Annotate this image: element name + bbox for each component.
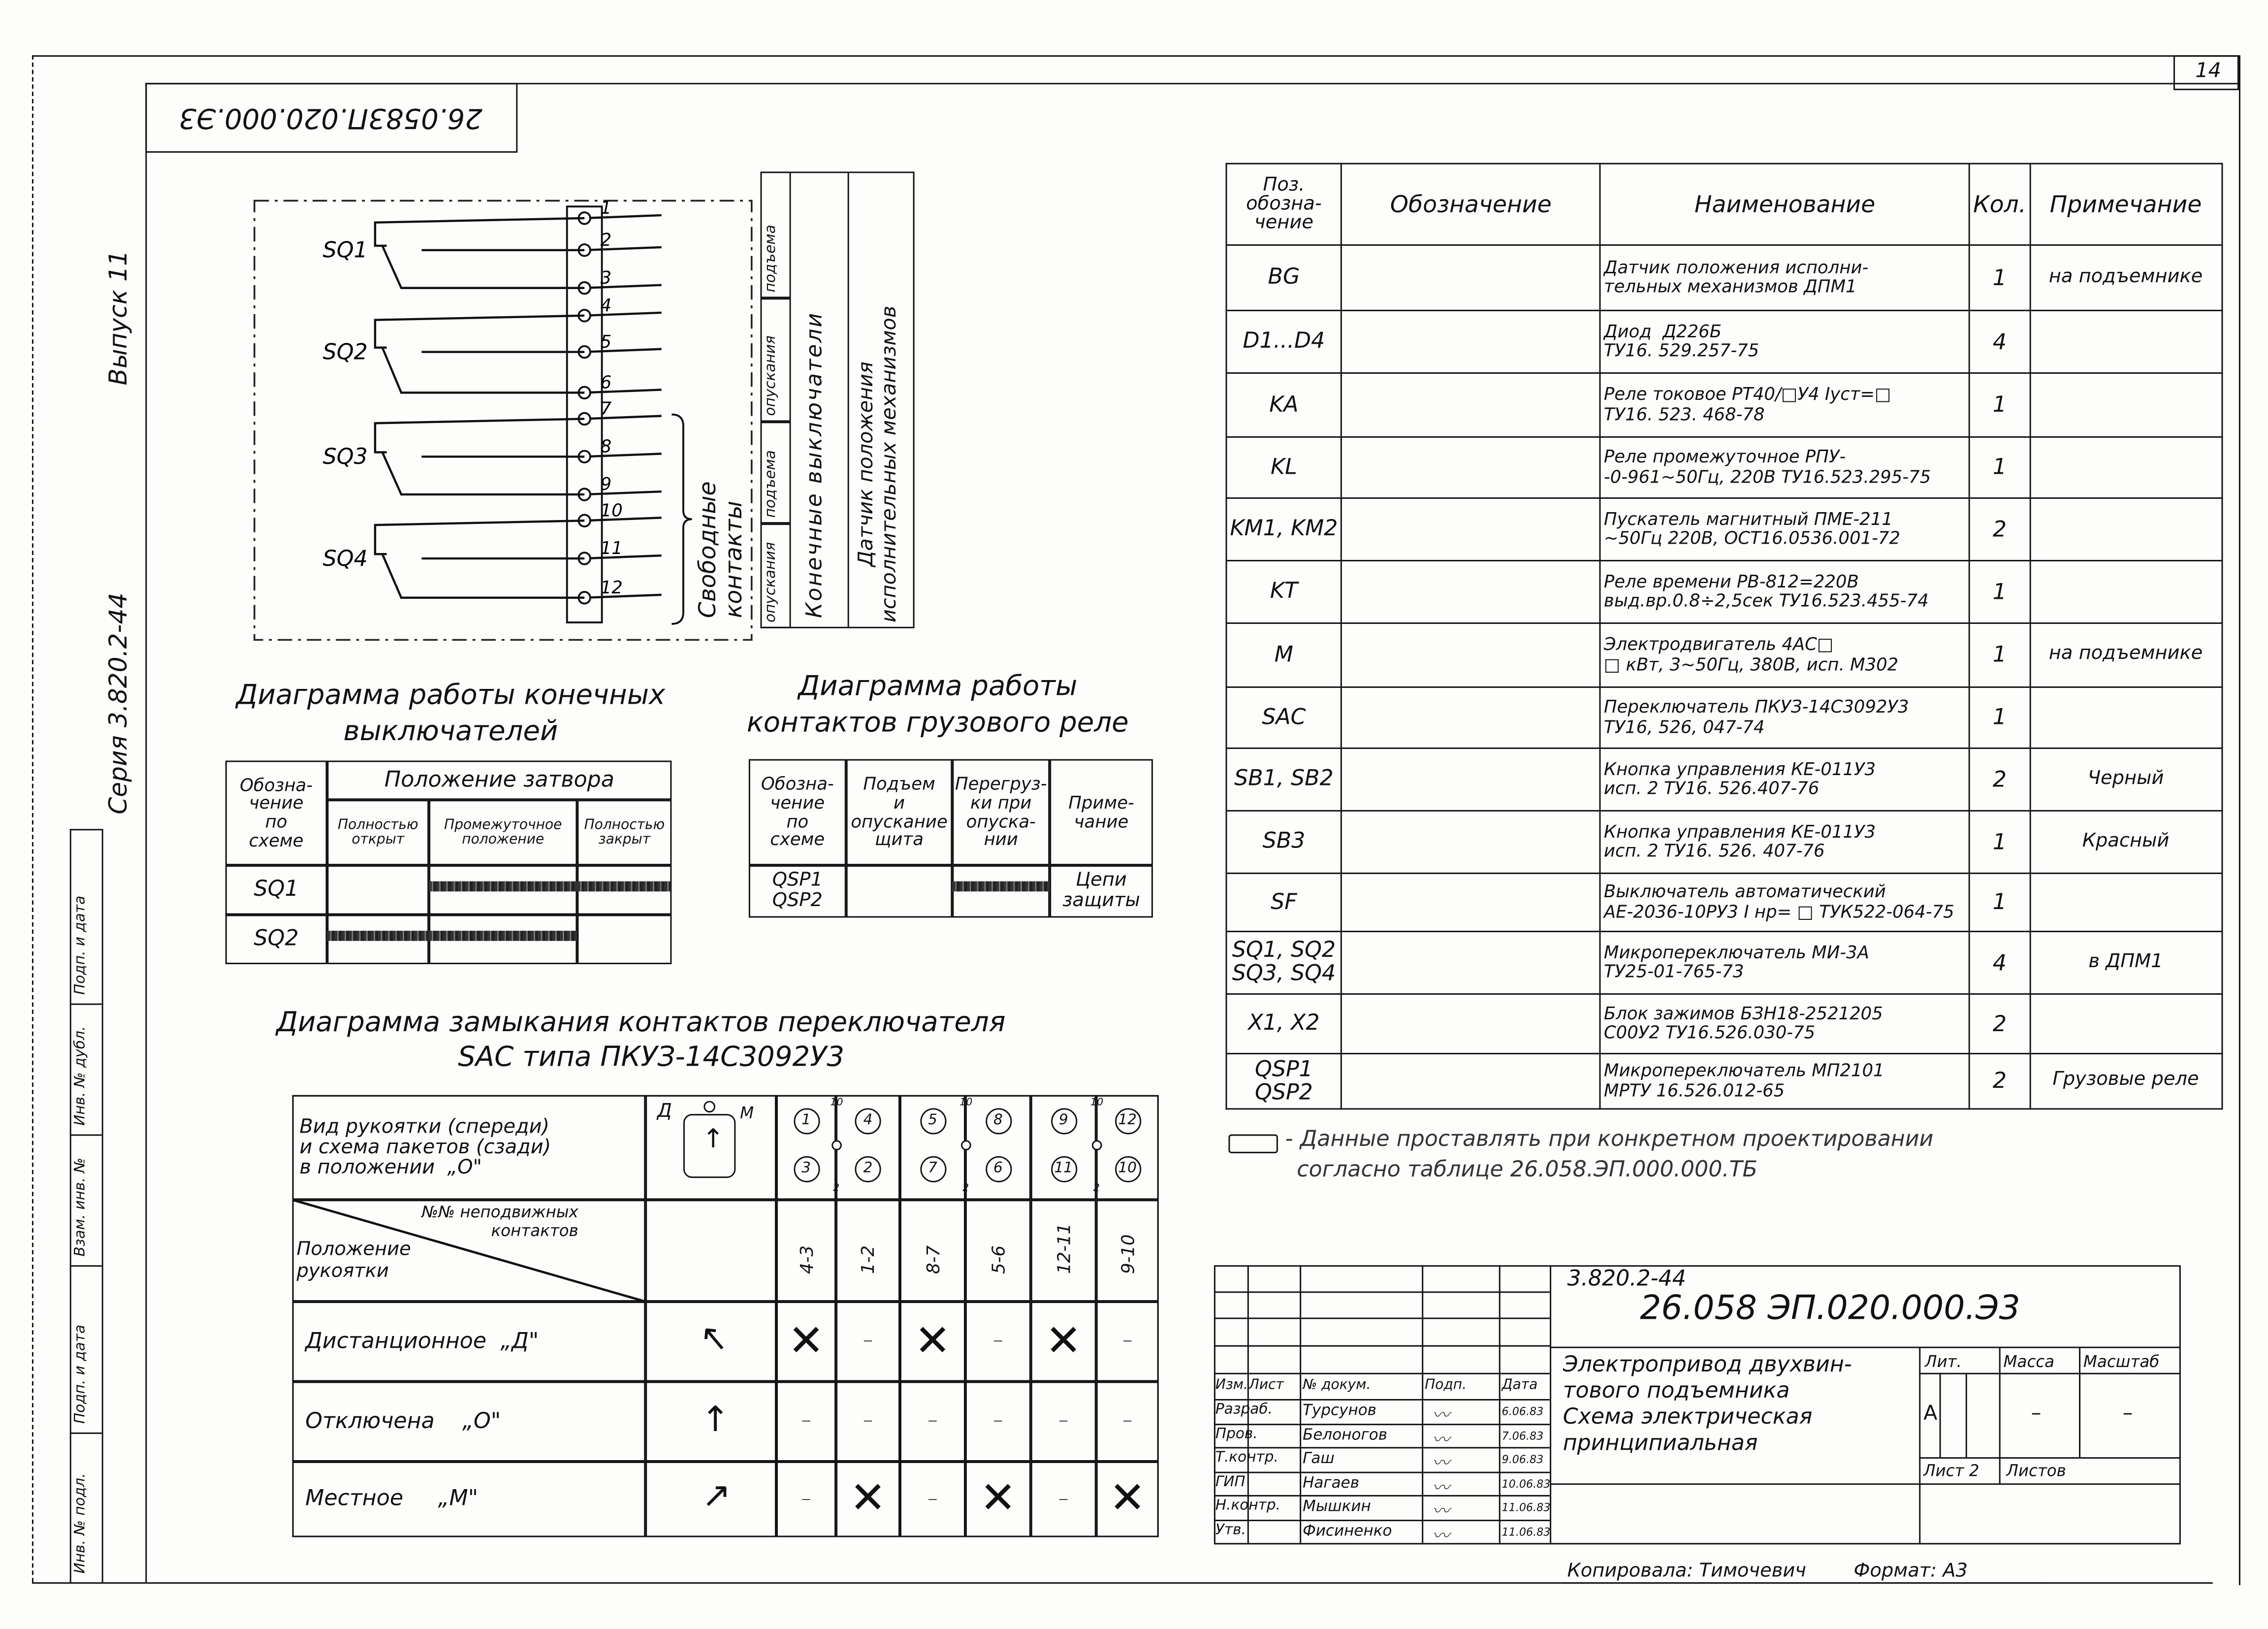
- spec-header-row: [1226, 163, 2222, 245]
- stick-label-top: 10: [1090, 1096, 1104, 1108]
- lit-header: Лит.: [1925, 1352, 1962, 1371]
- free-contacts-label: Свободные контакты: [693, 481, 748, 619]
- signature: 〰: [1432, 1404, 1450, 1426]
- paper-format: Формат: А3: [1853, 1560, 1968, 1583]
- signature: 〰: [1432, 1525, 1450, 1546]
- spec-quantity: 1: [1970, 560, 2030, 623]
- spec-quantity: 1: [1970, 373, 2030, 437]
- spec-designation: [1342, 748, 1600, 811]
- contact-number-circle: 5: [920, 1108, 946, 1134]
- contact-closed-mark: ✕: [776, 1302, 836, 1381]
- contact-closed-mark: ✕: [836, 1462, 900, 1537]
- switch-label: SQ2: [322, 339, 368, 365]
- spec-note: [2030, 994, 2222, 1054]
- sheet-label: Лист 2: [1923, 1461, 1980, 1481]
- legend-limit-switches: Конечные выключатели: [801, 311, 828, 619]
- handle-position-arrow-icon: ↑: [690, 1314, 739, 1364]
- placeholder-box-icon: [1228, 1134, 1278, 1153]
- spec-position: QSP1 QSP2: [1226, 1054, 1342, 1109]
- mass-value: –: [2031, 1401, 2042, 1426]
- spec-designation: [1342, 932, 1600, 994]
- diag-bottom-label: Положение рукоятки: [296, 1239, 411, 1283]
- limit-position-header: Промежуточное положение: [429, 800, 577, 865]
- terminal-wire: [584, 595, 662, 598]
- spec-header-cell: Обозначение: [1342, 163, 1600, 245]
- spec-position: KA: [1226, 373, 1342, 437]
- spec-quantity: 4: [1970, 932, 2030, 994]
- spec-designation: [1342, 498, 1600, 560]
- contact-number-circle: 9: [1051, 1108, 1077, 1134]
- spec-name: Реле токовое РТ40/□У4 Iуст=□ ТУ16. 523. 468-78: [1600, 373, 1970, 437]
- sac-title-line-2: SAC типа ПКУЗ-14С3092У3: [458, 1041, 845, 1074]
- spec-note: [2030, 311, 2222, 373]
- title-column-header: № докум.: [1303, 1377, 1371, 1394]
- limit-designation-header: Обозна- чение по схеме: [225, 761, 327, 866]
- issue-label: Выпуск 11: [104, 250, 134, 386]
- contact-open-mark: –: [1096, 1302, 1159, 1381]
- copy-underline: [1563, 1582, 2043, 1584]
- spec-row: [1226, 623, 2222, 687]
- sheet-number: 14: [2195, 60, 2221, 83]
- spec-note: на подъемнике: [2030, 245, 2222, 311]
- spec-position: KT: [1226, 560, 1342, 623]
- spec-name: Микропереключатель МП2101 МРТУ 16.526.012-65: [1600, 1054, 1970, 1109]
- stamp-divider: [70, 829, 102, 830]
- terminal-wire: [584, 247, 662, 250]
- spec-note: [2030, 687, 2222, 748]
- limit-position-header: Полностью открыт: [327, 800, 429, 865]
- relay-header-cell: Приме- чание: [1050, 759, 1153, 866]
- signature: 〰: [1432, 1501, 1450, 1522]
- switch-common-wire: [375, 218, 584, 246]
- switch-common-wire: [375, 316, 584, 348]
- switch-lever: [383, 452, 584, 494]
- spec-position: KL: [1226, 437, 1342, 498]
- spec-position: SQ1, SQ2 SQ3, SQ4: [1226, 932, 1342, 994]
- contact-number-circle: 2: [855, 1156, 881, 1182]
- spec-row: [1226, 873, 2222, 931]
- spec-note: в ДПМ1: [2030, 932, 2222, 994]
- title-column-header: Подп.: [1425, 1377, 1467, 1394]
- stamp-label: Подп. и дата: [72, 895, 89, 995]
- stick-label-bottom: 2: [1093, 1182, 1100, 1194]
- handle-label-d: Д: [657, 1101, 672, 1123]
- stamp-label: Подп. и дата: [72, 1324, 89, 1424]
- title-grid-col: [1499, 1265, 1501, 1544]
- spec-header-cell: Поз. обозна- чение: [1226, 163, 1342, 245]
- spec-quantity: 1: [1970, 811, 2030, 873]
- spec-row: [1226, 373, 2222, 437]
- stamp-divider: [70, 1433, 102, 1434]
- person-name: Турсунов: [1303, 1401, 1376, 1420]
- sign-date: 6.06.83: [1501, 1404, 1544, 1418]
- spec-note: [2030, 373, 2222, 437]
- spec-quantity: 1: [1970, 623, 2030, 687]
- spec-row: [1226, 932, 2222, 994]
- spec-position: BG: [1226, 245, 1342, 311]
- spec-name: Блок зажимов БЗН18-2521205 С00У2 ТУ16.526.030-75: [1600, 994, 1970, 1054]
- contact-open-mark: –: [965, 1302, 1031, 1381]
- contact-pair-label: 8-7: [922, 1245, 943, 1274]
- diag-top-label: №№ неподвижных контактов: [421, 1203, 578, 1240]
- spec-name: Микропереключатель МИ-3А ТУ25-01-765-73: [1600, 932, 1970, 994]
- limit-row-label: SQ1: [225, 865, 327, 914]
- spec-row: [1226, 994, 2222, 1054]
- switch-common-wire: [375, 521, 584, 554]
- spec-note: [2030, 873, 2222, 931]
- stick-label-bottom: 2: [833, 1182, 840, 1194]
- spec-quantity: 2: [1970, 748, 2030, 811]
- spec-designation: [1342, 811, 1600, 873]
- legend-divider: [848, 171, 849, 628]
- stamp-label: Инв. № дубл.: [72, 1026, 89, 1126]
- person-role: Т.контр.: [1215, 1450, 1278, 1466]
- spec-header-cell: Примечание: [2030, 163, 2222, 245]
- copied-by: Копировала: Тимочевич: [1567, 1560, 1806, 1583]
- terminal-number: 11: [600, 538, 623, 559]
- footnote-line-2: согласно таблице 26.058.ЭП.000.000.ТБ: [1297, 1156, 1757, 1182]
- title-divider: [1550, 1483, 2181, 1485]
- title-column-header: Дата: [1501, 1377, 1538, 1394]
- stick-label-bottom: 2: [962, 1182, 969, 1194]
- spec-name: Кнопка управления КЕ-011У3 исп. 2 ТУ16. 526. 407-76: [1600, 811, 1970, 873]
- contact-open-mark: –: [776, 1382, 836, 1462]
- relay-header-cell: Подъем и опускание щита: [846, 759, 953, 866]
- terminal-wire: [584, 390, 662, 392]
- spec-position: SB3: [1226, 811, 1342, 873]
- closed-state-bar: [327, 931, 429, 941]
- legend-mode-label: подъема: [763, 450, 779, 518]
- spec-designation: [1342, 560, 1600, 623]
- person-role: Пров.: [1215, 1426, 1258, 1442]
- contact-number-circle: 3: [793, 1156, 819, 1182]
- closed-state-bar: [429, 931, 577, 941]
- person-name: Нагаев: [1303, 1474, 1360, 1492]
- spec-row: [1226, 748, 2222, 811]
- terminal-wire: [584, 491, 662, 494]
- spec-name: Реле промежуточное РПУ- -0-961~50Гц, 220В ТУ16.523.295-75: [1600, 437, 1970, 498]
- title-divider: [1919, 1347, 1920, 1545]
- document-code: 26.058 ЭП.020.000.Э3: [1640, 1290, 2020, 1328]
- handle-position-arrow-icon: ↑: [701, 1398, 730, 1439]
- spec-header-cell: Наименование: [1600, 163, 1970, 245]
- contact-open-mark: –: [1096, 1382, 1159, 1462]
- limit-state-cell: [577, 915, 671, 964]
- spec-note: Черный: [2030, 748, 2222, 811]
- person-name: Фисиненко: [1303, 1523, 1392, 1540]
- drawing-title: Электропривод двухвин- тового подъемника Схема электрическая принципиальная: [1563, 1351, 1852, 1456]
- sac-empty-cell: [645, 1200, 776, 1302]
- stick-joint: [1092, 1140, 1102, 1150]
- relay-row-label: QSP1 QSP2: [749, 865, 846, 917]
- scale-value: –: [2122, 1401, 2133, 1426]
- title-column-header: Изм.: [1215, 1377, 1248, 1394]
- spec-note: на подъемнике: [2030, 623, 2222, 687]
- person-name: Белоногов: [1303, 1426, 1387, 1444]
- spec-position: KM1, KM2: [1226, 498, 1342, 560]
- relay-note: Цепи защиты: [1050, 865, 1153, 917]
- limit-position-header: Полностью закрыт: [577, 800, 671, 865]
- relay-state-cell: [846, 865, 953, 917]
- spec-name: Диод Д226Б ТУ16. 529.257-75: [1600, 311, 1970, 373]
- lit-row: [1919, 1457, 2181, 1459]
- spec-row: [1226, 437, 2222, 498]
- handle-label-m: М: [740, 1104, 754, 1123]
- switch-common-wire: [375, 419, 584, 453]
- terminal-wire: [584, 416, 662, 419]
- contact-number-circle: 6: [985, 1156, 1011, 1182]
- spec-quantity: 1: [1970, 873, 2030, 931]
- limit-state-cell: [327, 865, 429, 914]
- sac-row-label: Отключена „О": [292, 1382, 646, 1462]
- sign-date: 9.06.83: [1501, 1453, 1544, 1466]
- terminal-number: 7: [600, 398, 612, 419]
- spec-note: Грузовые реле: [2030, 1054, 2222, 1109]
- spec-note: [2030, 560, 2222, 623]
- contact-number-circle: 7: [920, 1156, 946, 1182]
- stamp-divider: [70, 1134, 102, 1136]
- terminal-wire: [584, 555, 662, 558]
- contact-number-circle: 1: [793, 1108, 819, 1134]
- terminal-number: 5: [600, 331, 612, 352]
- spec-name: Электродвигатель 4АС□ □ кВт, 3~50Гц, 380В, исп. М302: [1600, 623, 1970, 687]
- terminal-wire: [584, 313, 662, 316]
- person-role: ГИП: [1215, 1474, 1246, 1491]
- stick-label-top: 10: [830, 1096, 843, 1108]
- spec-name: Реле времени РВ-812=220В выд.вр.0.8÷2,5сек ТУ16.523.455-74: [1600, 560, 1970, 623]
- spec-position: X1, X2: [1226, 994, 1342, 1054]
- legend-sensor: Датчик положения исполнительных механизмов: [855, 305, 902, 622]
- legend-mode-label: опускания: [763, 335, 779, 416]
- spec-designation: [1342, 623, 1600, 687]
- contact-number-circle: 10: [1115, 1156, 1141, 1182]
- spec-designation: [1342, 437, 1600, 498]
- signature: 〰: [1432, 1453, 1450, 1474]
- contact-number-circle: 4: [855, 1108, 881, 1134]
- switch-lever: [383, 554, 584, 598]
- mirrored-code: 26.0583П.020.000.Э3: [179, 101, 483, 134]
- terminal-wire: [584, 349, 662, 352]
- spec-designation: [1342, 1054, 1600, 1109]
- switch-label: SQ4: [322, 546, 368, 571]
- series-label: Серия 3.820.2-44: [104, 592, 134, 814]
- contact-closed-mark: ✕: [1031, 1302, 1096, 1381]
- switch-lever: [383, 246, 584, 288]
- contact-pair-label: 5-6: [988, 1245, 1009, 1274]
- spec-designation: [1342, 687, 1600, 748]
- person-role: Утв.: [1215, 1523, 1246, 1539]
- sign-date: 11.06.83: [1501, 1525, 1551, 1539]
- contact-open-mark: –: [900, 1462, 965, 1537]
- spec-position: SB1, SB2: [1226, 748, 1342, 811]
- contact-pair-label: 1-2: [858, 1245, 878, 1274]
- legend-mode-label: опускания: [763, 542, 779, 622]
- terminal-wire: [584, 518, 662, 521]
- lit-col: [1940, 1373, 1941, 1457]
- handle-pivot-icon: [703, 1101, 715, 1113]
- closed-state-bar: [952, 881, 1050, 892]
- spec-quantity: 1: [1970, 687, 2030, 748]
- spec-designation: [1342, 373, 1600, 437]
- signature: 〰: [1432, 1429, 1450, 1450]
- relay-header-cell: Обозна- чение по схеме: [749, 759, 846, 866]
- sac-title-line-1: Диаграмма замыкания контактов переключателя: [276, 1006, 1006, 1039]
- terminal-wire: [584, 285, 662, 288]
- relay-header-cell: Перегруз- ки при опуска- нии: [952, 759, 1050, 866]
- lit-col: [2079, 1347, 2080, 1457]
- terminal-number: 6: [600, 372, 612, 393]
- spec-designation: [1342, 873, 1600, 931]
- lit-col: [1999, 1347, 2001, 1457]
- handle-position-arrow-icon: ↑: [691, 1472, 741, 1522]
- closed-state-bar: [577, 881, 671, 892]
- title-divider: [1550, 1347, 2181, 1348]
- contact-open-mark: –: [836, 1382, 900, 1462]
- title-grid-col: [1300, 1265, 1301, 1544]
- stamp-label: Инв. № подл.: [72, 1473, 89, 1574]
- switch-lever: [383, 348, 584, 393]
- spec-quantity: 2: [1970, 498, 2030, 560]
- stick-joint: [961, 1140, 971, 1150]
- spec-header-cell: Кол.: [1970, 163, 2030, 245]
- spec-note: [2030, 437, 2222, 498]
- relay-diagram-title: Диаграмма работы контактов грузового реле: [746, 670, 1129, 739]
- spec-quantity: 1: [1970, 437, 2030, 498]
- person-name: Мышкин: [1303, 1498, 1371, 1516]
- title-grid-col: [1422, 1265, 1423, 1544]
- sac-view-label: Вид рукоятки (спереди) и схема пакетов (сзади) в положении „О": [292, 1095, 646, 1200]
- sign-date: 10.06.83: [1501, 1477, 1551, 1491]
- sheets-label: Листов: [2006, 1461, 2066, 1481]
- spec-name: Выключатель автоматический АЕ-2036-10РУ3 I нр= □ ТУК522-064-75: [1600, 873, 1970, 931]
- spec-designation: [1342, 994, 1600, 1054]
- contact-open-mark: –: [965, 1382, 1031, 1462]
- sign-date: 11.06.83: [1501, 1501, 1551, 1515]
- switch-label: SQ1: [322, 237, 368, 263]
- closed-state-bar: [429, 881, 577, 892]
- title-column-header: Лист: [1248, 1377, 1284, 1394]
- contact-number-circle: 11: [1051, 1156, 1077, 1182]
- person-role: Н.контр.: [1215, 1498, 1281, 1515]
- mass-header: Масса: [2003, 1352, 2055, 1371]
- spec-row: [1226, 811, 2222, 873]
- terminal-number: 2: [600, 230, 612, 251]
- spec-position: SF: [1226, 873, 1342, 931]
- limit-diagram-title: Диаграмма работы конечных выключателей: [236, 679, 666, 748]
- spec-row: [1226, 311, 2222, 373]
- contact-number-circle: 12: [1115, 1108, 1141, 1134]
- spec-position: SAC: [1226, 687, 1342, 748]
- series-code: 3.820.2-44: [1567, 1265, 1687, 1292]
- spec-row: [1226, 687, 2222, 748]
- limit-group-header: Положение затвора: [327, 761, 671, 800]
- contact-open-mark: –: [776, 1462, 836, 1537]
- spec-name: Переключатель ПКУЗ-14С3092У3 ТУ16, 526, 047-74: [1600, 687, 1970, 748]
- sac-row-label: Местное „М": [292, 1462, 646, 1537]
- spec-name: Пускатель магнитный ПМЕ-211 ~50Гц 220В, ОСТ16.0536.001-72: [1600, 498, 1970, 560]
- footnote-line-1: - Данные проставлять при конкретном проектировании: [1285, 1125, 1934, 1152]
- lit-col: [1966, 1373, 1967, 1457]
- contact-open-mark: –: [1031, 1382, 1096, 1462]
- terminal-wire: [584, 215, 662, 218]
- contact-open-mark: –: [900, 1382, 965, 1462]
- brace: [671, 415, 692, 624]
- sac-row-label: Дистанционное „Д": [292, 1302, 646, 1381]
- signature: 〰: [1432, 1477, 1450, 1498]
- spec-quantity: 1: [1970, 245, 2030, 311]
- contact-number-circle: 8: [985, 1108, 1011, 1134]
- stick-label-top: 10: [959, 1096, 973, 1108]
- stamp-divider: [70, 1265, 102, 1267]
- specification-table: [1226, 163, 2223, 1110]
- stamp-divider: [70, 1004, 102, 1005]
- switch-label: SQ3: [322, 444, 368, 470]
- handle-arrow-up-icon: ↑: [702, 1124, 724, 1155]
- stick-joint: [831, 1140, 842, 1150]
- contact-closed-mark: ✕: [1096, 1462, 1159, 1537]
- contact-pair-label: 4-3: [796, 1245, 817, 1274]
- contact-open-mark: –: [1031, 1462, 1096, 1537]
- person-name: Гаш: [1303, 1450, 1335, 1468]
- spec-name: Кнопка управления КЕ-011У3 исп. 2 ТУ16. 526.407-76: [1600, 748, 1970, 811]
- spec-note: Красный: [2030, 811, 2222, 873]
- contact-open-mark: –: [836, 1302, 900, 1381]
- contact-pair-label: 9-10: [1117, 1234, 1138, 1274]
- sheet-col: [1999, 1457, 2001, 1483]
- spec-quantity: 4: [1970, 311, 2030, 373]
- legend-mode-label: подъема: [763, 225, 779, 293]
- terminal-number: 3: [600, 267, 612, 288]
- spec-position: D1...D4: [1226, 311, 1342, 373]
- spec-row: [1226, 245, 2222, 311]
- contact-closed-mark: ✕: [965, 1462, 1031, 1537]
- stamp-label: Взам. инв. №: [72, 1158, 89, 1257]
- scale-header: Масштаб: [2083, 1352, 2160, 1371]
- spec-quantity: 2: [1970, 1054, 2030, 1109]
- lit-value: А: [1923, 1401, 1938, 1426]
- spec-designation: [1342, 245, 1600, 311]
- person-role: Разраб.: [1215, 1401, 1273, 1418]
- terminal-wire: [584, 454, 662, 456]
- lit-row: [1919, 1373, 2181, 1374]
- spec-designation: [1342, 311, 1600, 373]
- spec-name: Датчик положения исполни- тельных механизмов ДПМ1: [1600, 245, 1970, 311]
- sign-date: 7.06.83: [1501, 1429, 1544, 1442]
- terminal-number: 8: [600, 436, 612, 457]
- terminal-number: 4: [600, 295, 612, 316]
- terminal-number: 1: [600, 198, 612, 219]
- spec-position: M: [1226, 623, 1342, 687]
- spec-quantity: 2: [1970, 994, 2030, 1054]
- contact-pair-label: 12-11: [1053, 1223, 1074, 1274]
- terminal-number: 9: [600, 474, 612, 495]
- spec-row: [1226, 560, 2222, 623]
- contact-closed-mark: ✕: [900, 1302, 965, 1381]
- spec-row: [1226, 498, 2222, 560]
- terminal-number: 10: [600, 500, 623, 521]
- terminal-number: 12: [600, 577, 623, 598]
- spec-note: [2030, 498, 2222, 560]
- limit-row-label: SQ2: [225, 915, 327, 964]
- spec-row: [1226, 1054, 2222, 1109]
